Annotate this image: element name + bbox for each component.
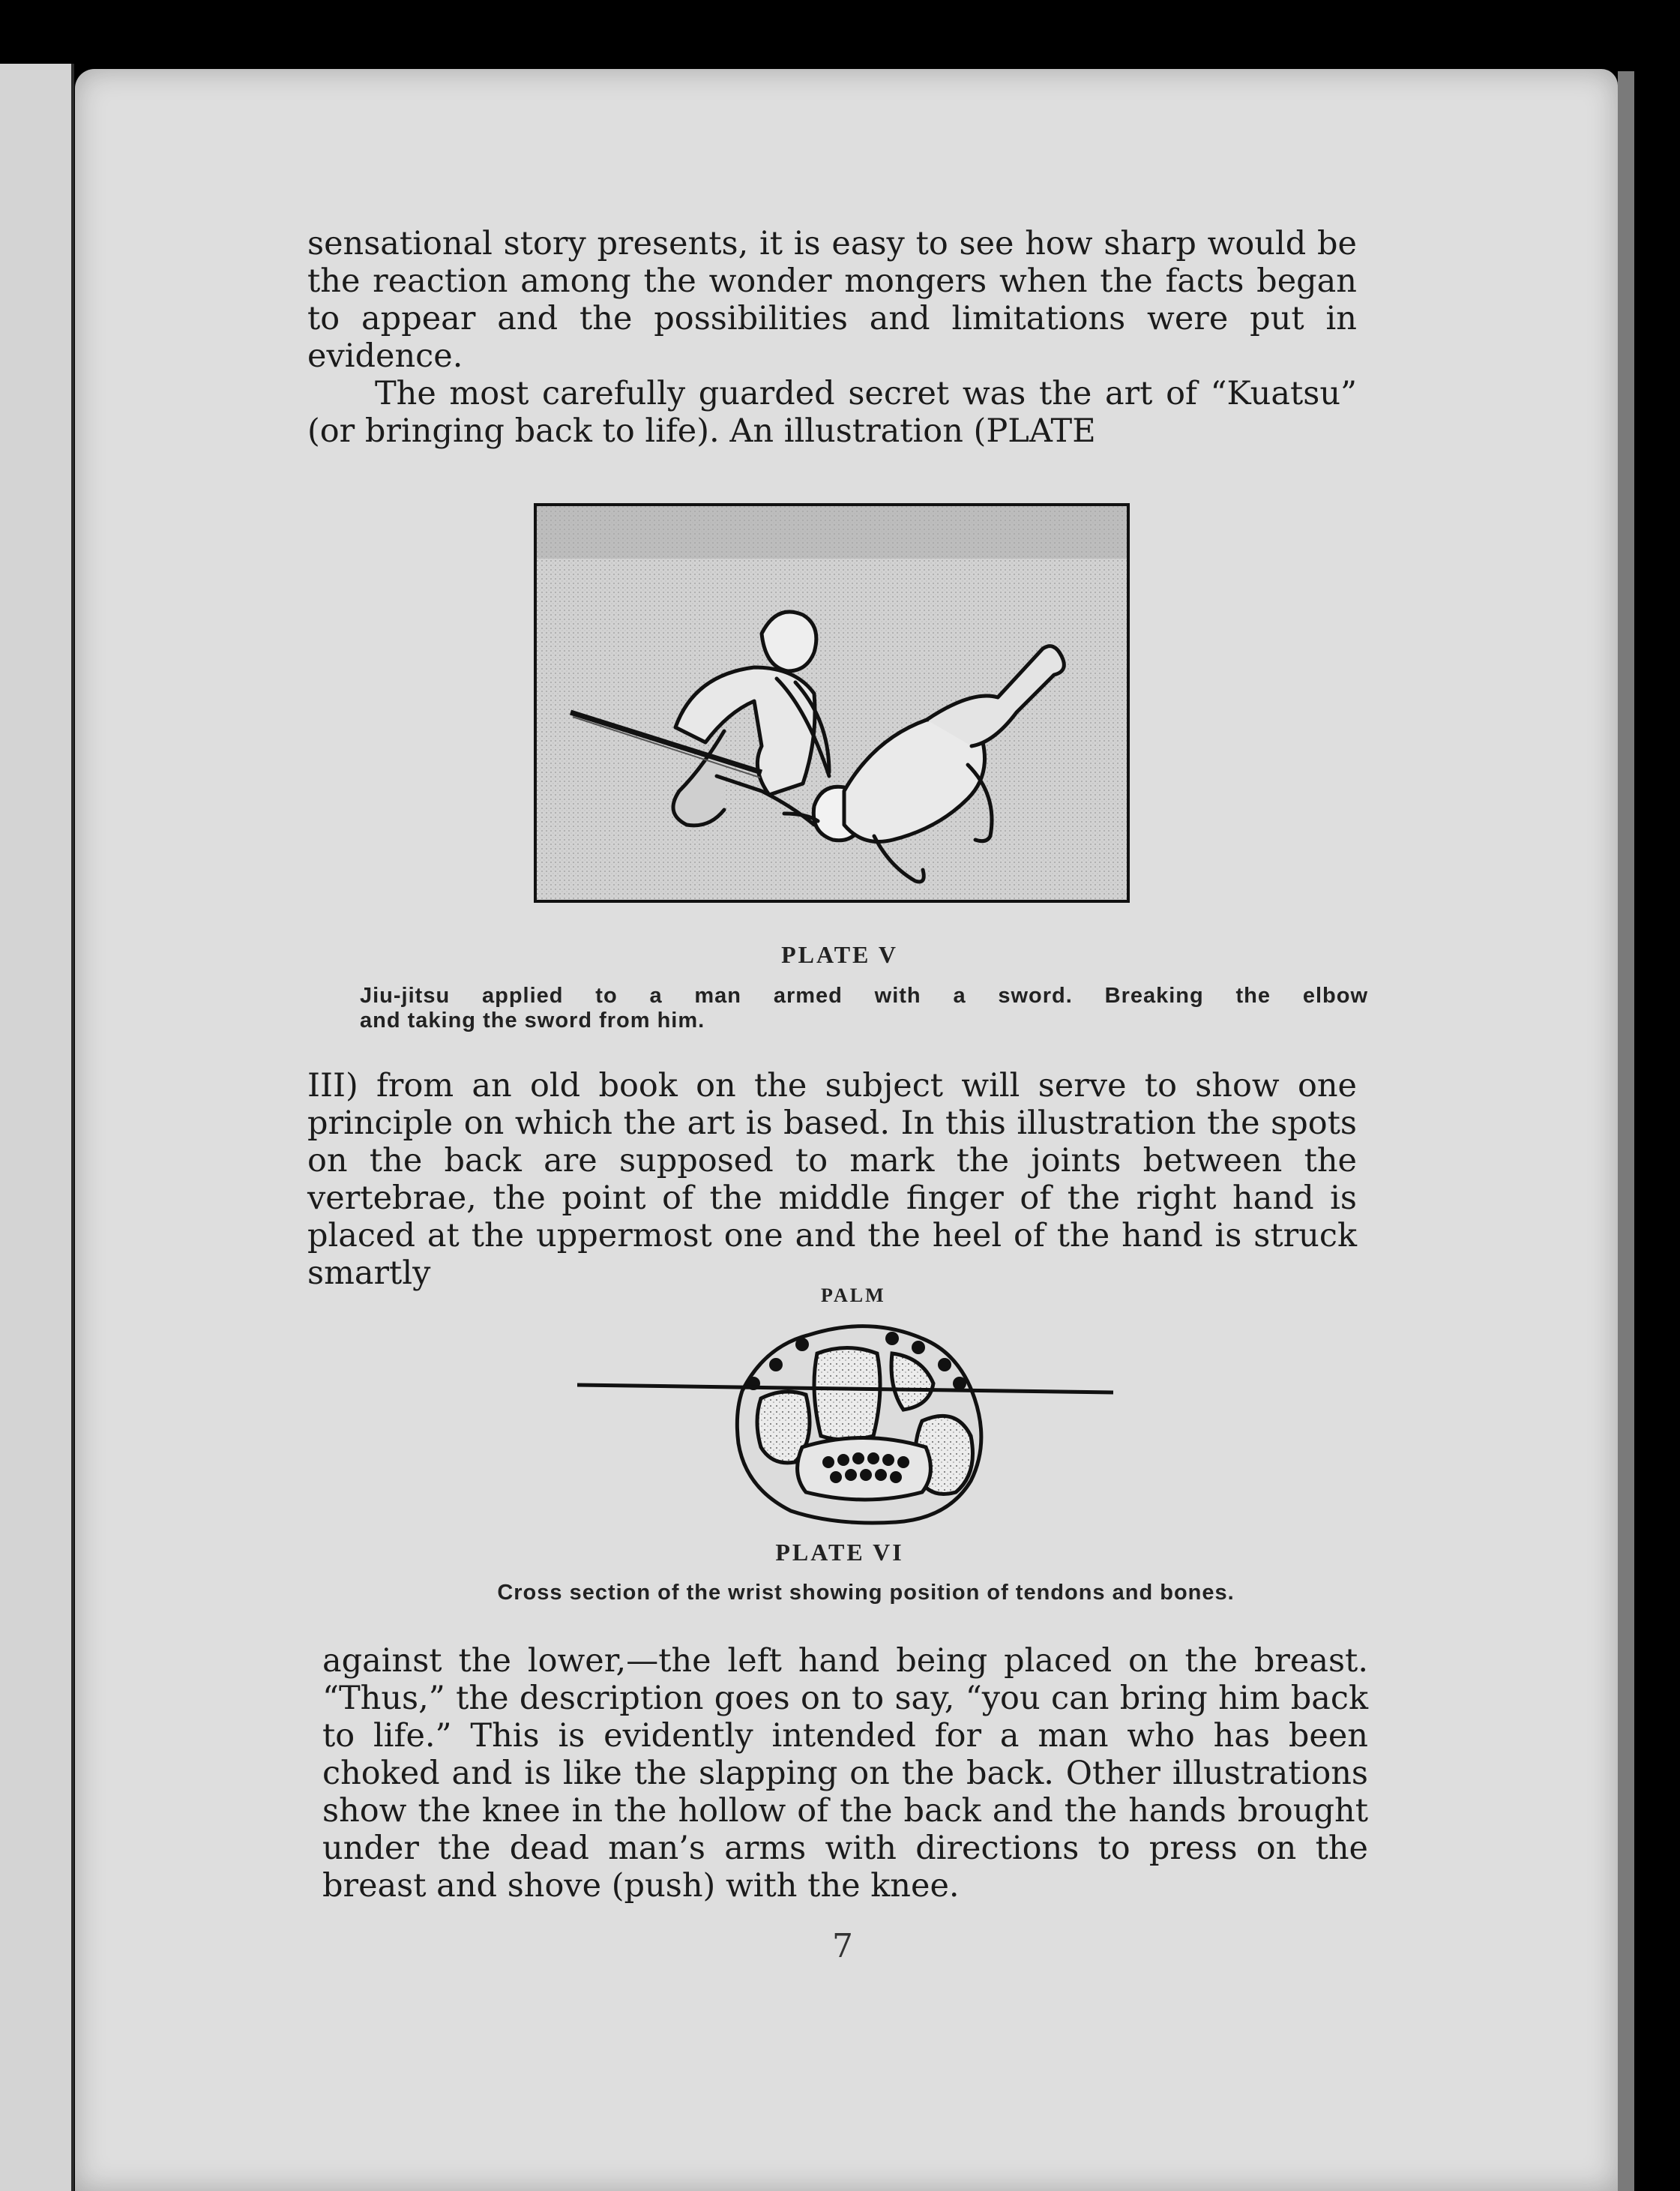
palm-label: PALM (821, 1284, 886, 1306)
page-edge-shadow (1618, 71, 1634, 2191)
page-number: 7 (832, 1927, 853, 1965)
plate-5-title: PLATE V (781, 941, 898, 968)
plate-5-illustration (534, 503, 1130, 903)
paragraph-3: III) from an old book on the subject will serve to show one principle on which the art is based. In this illustration the spots on the back are supposed to mark the joints between the vertebrae, the point of the middle finger of the right hand is placed at the uppermost one and the heel of the hand is struck smartly (307, 1067, 1357, 1292)
paragraph-2: The most carefully guarded secret was the art of “Kuatsu” (or bringing back to life). An illustration (PLATE (307, 375, 1357, 450)
text-block-middle (307, 1067, 1357, 1292)
plate-6-title: PLATE VI (775, 1539, 904, 1566)
plate-6-caption: Cross section of the wrist showing position of tendons and bones. (497, 1581, 1235, 1605)
previous-page-edge (0, 64, 74, 2191)
plate-5-caption (360, 984, 1368, 1033)
plate-5-caption-line-2: and taking the sword from him. (360, 1009, 705, 1033)
sword-defense-drawing (537, 506, 1127, 900)
plate-5-caption-line-1: Jiu-jitsu applied to a man armed with a sword. Breaking the elbow (360, 984, 1368, 1008)
paragraph-1: sensational story presents, it is easy to see how sharp would be the reaction among the wonder mongers when the facts began to appear and the possibilities and limitations were put in evidence. (307, 225, 1357, 375)
plate-6-wrist-cross-section (577, 1308, 1117, 1533)
text-block-bottom (322, 1642, 1368, 1905)
paragraph-4: against the lower,—the left hand being placed on the breast. “Thus,” the description goes on to say, “you can bring him back to life.” This is evidently intended for a man who has been choked and is like the slapping on the back. Other illustrations show the knee in the hollow of the back and the hands brought under the dead man’s arms with directions to press on the breast and shove (push) with the knee. (322, 1642, 1368, 1905)
text-block-top (307, 225, 1357, 450)
